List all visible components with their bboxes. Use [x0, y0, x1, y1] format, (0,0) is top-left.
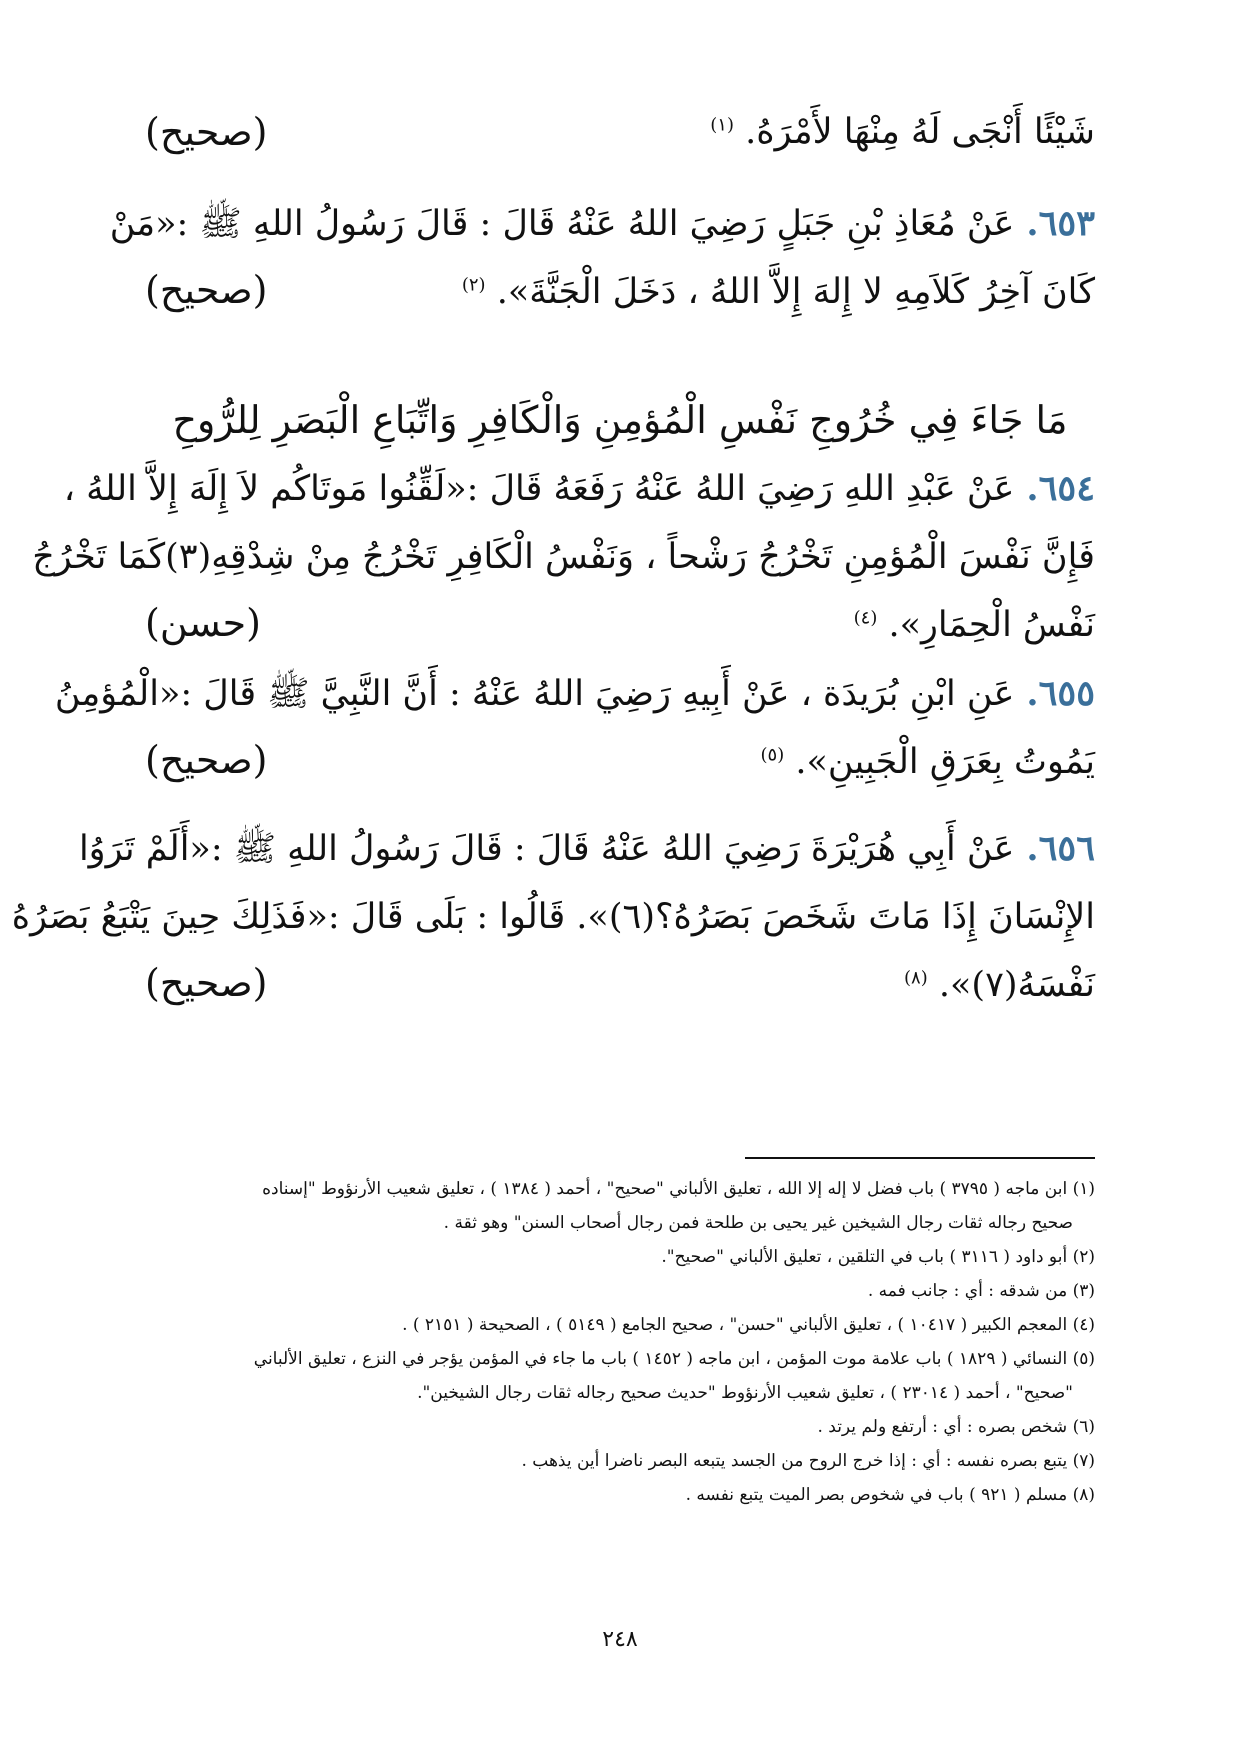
entry-line: شَيْئًا أَنْجَى لَهُ مِنْهَا لأَمْرَهُ. $^{(١)}$: [710, 112, 1095, 152]
grade-label: (صحيح): [145, 110, 268, 154]
footnote-separator: [745, 1157, 1095, 1159]
footnotes: [145, 1172, 1095, 1512]
footnote-ref: (٥): [760, 744, 785, 766]
footnote: (١) ابن ماجه ( ٣٧٩٥ ) باب فضل لا إله إلا الله ، تعليق الألباني "صحيح" ، أحمد ( ١٣٨٤ ) ، تعليق شعيب الأرنؤوط "إسناده: [262, 1179, 1095, 1199]
entry-line: الإِنْسَانَ إِذَا مَاتَ شَخَصَ بَصَرُهُ؟(٦)». قَالُوا : بَلَى قَالَ :«فَذَلِكَ حِينَ يَتْبَعُ بَصَرُهُ: [11, 897, 1095, 937]
grade-label: (صحيح): [145, 268, 268, 312]
hadith-entry-655: [54, 660, 1095, 796]
grade-label: (صحيح): [145, 738, 268, 782]
footnote-ref: (٤): [853, 607, 878, 629]
hadith-number: ٦٥٣.: [1026, 203, 1095, 244]
hadith-number: ٦٥٤.: [1026, 468, 1095, 509]
grade-label: (حسن): [145, 601, 261, 645]
footnote-ref: (٨): [904, 967, 928, 989]
hadith-entry-continuation: [145, 98, 1095, 166]
hadith-entry-656: [11, 815, 1095, 1019]
grade-label: (صحيح): [145, 961, 268, 1005]
entry-line: ٦٥٤.عَنْ عَبْدِ اللهِ رَضِيَ اللهُ عَنْهُ رَفَعَهُ قَالَ :«لَقِّنُوا مَوتَاكُم لاَ إِلَهَ إِلاَّ اللهُ ،: [63, 468, 1095, 509]
footnote-continuation: صحيح رجاله ثقات رجال الشيخين غير يحيى بن طلحة فمن رجال أصحاب السنن" وهو ثقة .: [443, 1213, 1073, 1233]
footnote: (٦) شخص بصره : أي : أرتفع ولم يرتد .: [817, 1417, 1095, 1437]
entry-line: نَفْسُ الْحِمَارِ». $^{(٤)}$: [853, 605, 1095, 645]
footnote: (٤) المعجم الكبير ( ١٠٤١٧ ) ، تعليق الألباني "حسن" ، صحيح الجامع ( ٥١٤٩ ) ، الصحيحة ( ٢١٥١ ) .: [402, 1315, 1095, 1335]
hadith-number: ٦٥٥.: [1026, 673, 1095, 714]
entry-line: نَفْسَهُ(٧)». $^{(٨)}$: [904, 965, 1095, 1005]
entry-line: كَانَ آخِرُ كَلاَمِهِ لا إِلهَ إِلاَّ اللهُ ، دَخَلَ الْجَنَّةَ». $^{(٢)}$: [461, 272, 1095, 312]
footnote-ref: (٢): [461, 274, 486, 296]
page-number: ٢٤٨: [602, 1627, 638, 1652]
footnote: (٥) النسائي ( ١٨٢٩ ) باب علامة موت المؤمن ، ابن ماجه ( ١٤٥٢ ) باب ما جاء في المؤمن يؤجر في النزع ، تعليق الألباني: [253, 1349, 1095, 1369]
footnote-ref: (١): [710, 114, 734, 136]
entry-line: يَمُوتُ بِعَرَقِ الْجَبِينِ». $^{(٥)}$: [760, 742, 1095, 782]
footnote-continuation: "صحيح" ، أحمد ( ٢٣٠١٤ ) ، تعليق شعيب الأرنؤوط "حديث صحيح رجاله ثقات رجال الشيخين".: [417, 1383, 1073, 1403]
hadith-entry-653: [109, 190, 1095, 326]
footnote: (٣) من شدقه : أي : جانب فمه .: [867, 1281, 1095, 1301]
footnote: (٨) مسلم ( ٩٢١ ) باب في شخوص بصر الميت يتبع نفسه .: [685, 1485, 1095, 1505]
entry-line: ٦٥٦.عَنْ أَبِي هُرَيْرَةَ رَضِيَ اللهُ عَنْهُ قَالَ : قَالَ رَسُولُ اللهِ ﷺ :«أَلَمْ تَرَوُا: [78, 828, 1095, 869]
entry-line: ٦٥٣.عَنْ مُعَاذِ بْنِ جَبَلٍ رَضِيَ اللهُ عَنْهُ قَالَ : قَالَ رَسُولُ اللهِ ﷺ :«مَنْ: [109, 203, 1095, 244]
entry-line: ٦٥٥.عَنِ ابْنِ بُرَيدَة ، عَنْ أَبِيهِ رَضِيَ اللهُ عَنْهُ : أَنَّ النَّبِيَّ ﷺ قَالَ :«الْمُؤمِنُ: [54, 673, 1095, 714]
footnote: (٧) يتبع بصره نفسه : أي : إذا خرج الروح من الجسد يتبعه البصر ناضرا أين يذهب .: [521, 1451, 1095, 1471]
hadith-number: ٦٥٦.: [1026, 828, 1095, 869]
hadith-entry-654: [32, 455, 1095, 659]
chapter-heading: مَا جَاءَ فِي خُرُوجِ نَفْسِ الْمُؤمِنِ وَالْكَافِرِ وَاتِّبَاعِ الْبَصَرِ لِلرُّوحِ: [172, 398, 1068, 442]
entry-line: فَإِنَّ نَفْسَ الْمُؤمِنِ تَخْرُجُ رَشْحاً ، وَنَفْسُ الْكَافِرِ تَخْرُجُ مِنْ شِدْقِهِ(٣)كَمَا تَخْرُجُ: [32, 537, 1095, 577]
footnote: (٢) أبو داود ( ٣١١٦ ) باب في التلقين ، تعليق الألباني "صحيح".: [661, 1247, 1095, 1267]
